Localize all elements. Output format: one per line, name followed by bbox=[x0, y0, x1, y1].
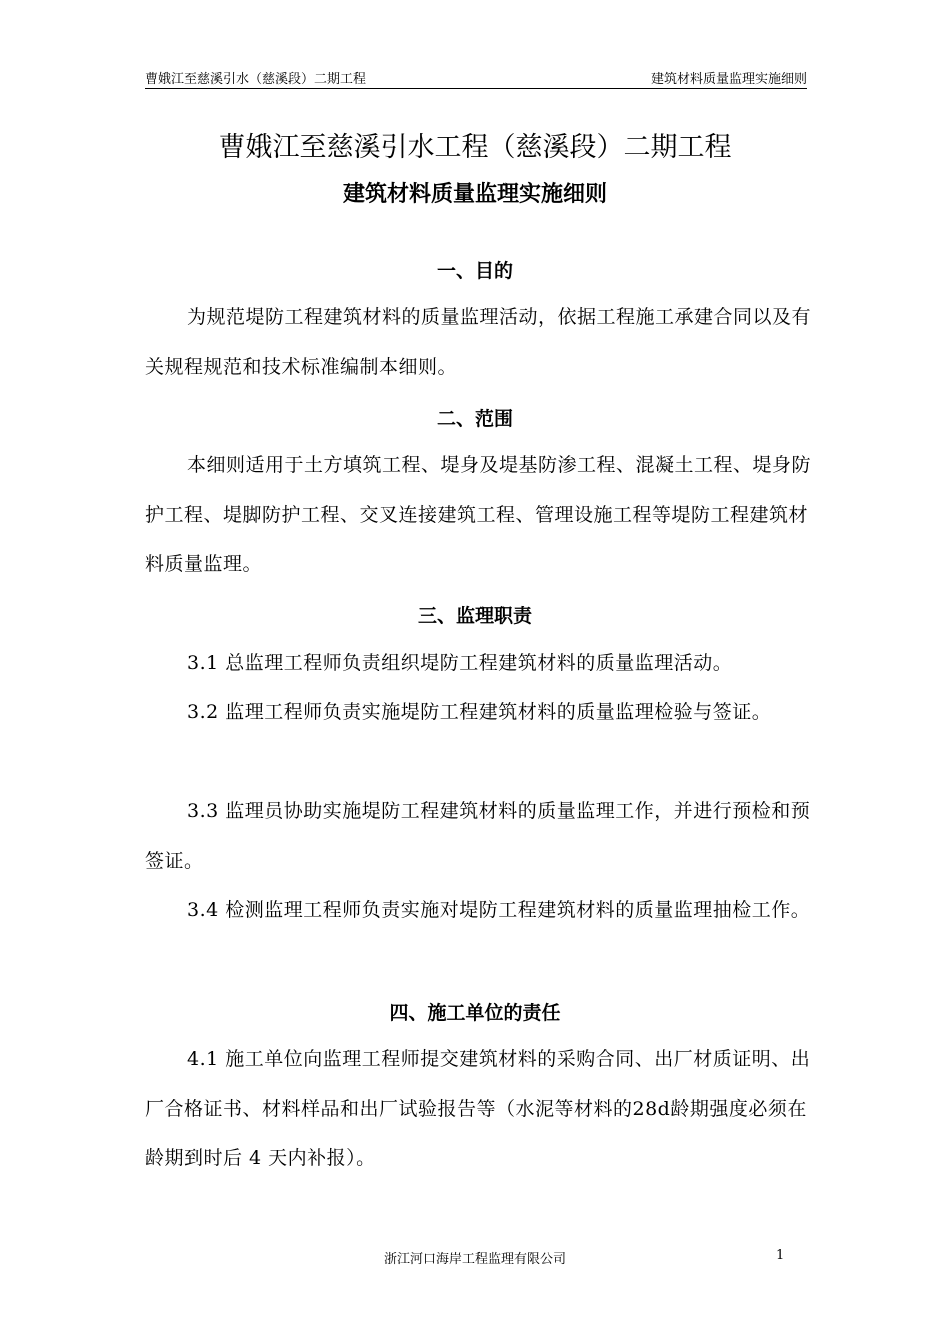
responsibility-item-3-2: 3.2 监理工程师负责实施堤防工程建筑材料的质量监理检验与签证。 bbox=[187, 701, 772, 723]
section-heading-contractor: 四、施工单位的责任 bbox=[389, 1002, 561, 1024]
purpose-paragraph: 为规范堤防工程建筑材料的质量监理活动，依据工程施工承建合同以及有关规程规范和技术标准编制本细则。 bbox=[145, 306, 812, 378]
section-heading-responsibilities: 三、监理职责 bbox=[417, 605, 532, 627]
responsibility-item-3-3: 3.3 监理员协助实施堤防工程建筑材料的质量监理工作，并进行预检和预签证。 bbox=[145, 800, 811, 872]
responsibility-item-3-1: 3.1 总监理工程师负责组织堤防工程建筑材料的质量监理活动。 bbox=[187, 652, 733, 674]
contractor-item-4-1: 4.1 施工单位向监理工程师提交建筑材料的采购合同、出厂材质证明、出厂合格证书、材料样品和出厂试验报告等（水泥等材料的28d龄期强度必须在龄期到时后 4 天内补报）。 bbox=[145, 1048, 811, 1169]
scope-paragraph: 本细则适用于土方填筑工程、堤身及堤基防渗工程、混凝土工程、堤身防护工程、堤脚防护工程、交叉连接建筑工程、管理设施工程等堤防工程建筑材料质量监理。 bbox=[145, 454, 812, 575]
running-header bbox=[145, 66, 807, 89]
header-document-name: 建筑材料质量监理实施细则 bbox=[650, 72, 807, 87]
footer-company: 浙江河口海岸工程监理有限公司 bbox=[383, 1252, 566, 1267]
document-title: 曹娥江至慈溪引水工程（慈溪段）二期工程 bbox=[218, 132, 732, 163]
section-heading-scope: 二、范围 bbox=[436, 408, 513, 430]
page-number: 1 bbox=[776, 1248, 785, 1263]
responsibility-item-3-4: 3.4 检测监理工程师负责实施对堤防工程建筑材料的质量监理抽检工作。 bbox=[187, 899, 811, 921]
section-heading-purpose: 一、目的 bbox=[436, 260, 513, 282]
header-project-name: 曹娥江至慈溪引水（慈溪段）二期工程 bbox=[145, 72, 367, 87]
document-subtitle: 建筑材料质量监理实施细则 bbox=[342, 182, 607, 207]
